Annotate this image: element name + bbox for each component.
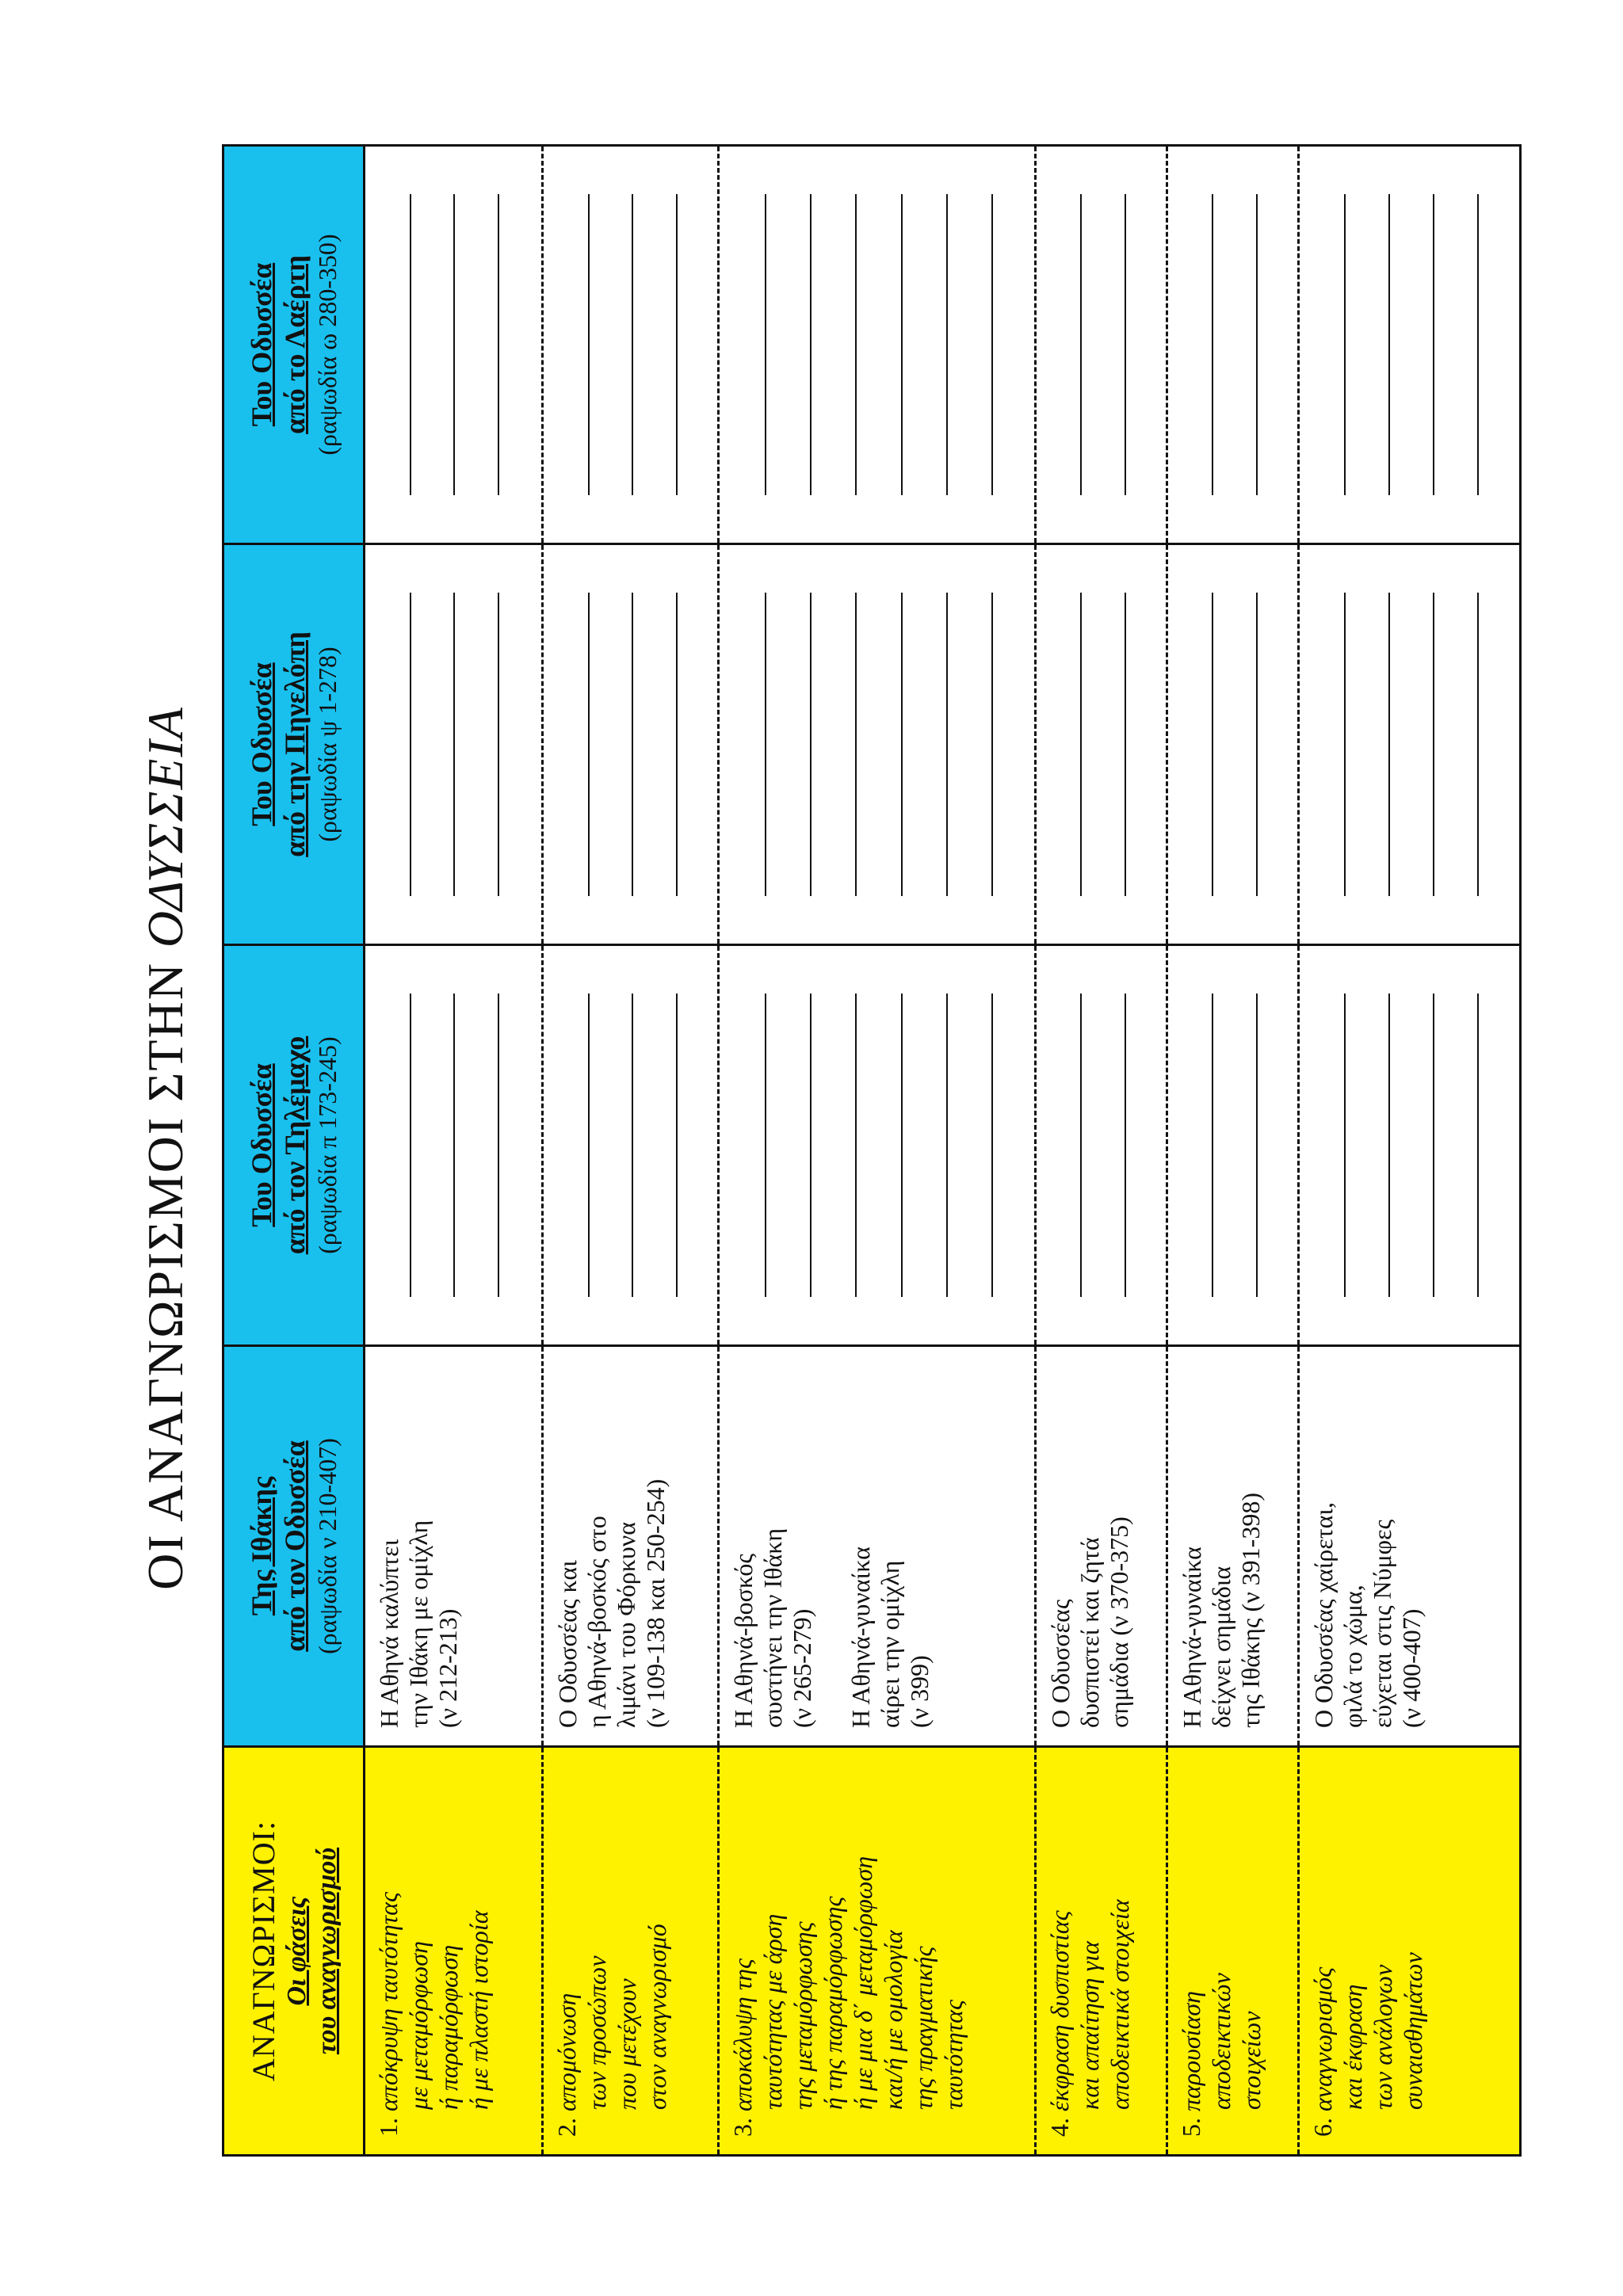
writing-line xyxy=(498,593,499,896)
ithaca-line: Η Αθηνά-βοσκός xyxy=(729,1553,758,1728)
ithaca-column xyxy=(224,1344,1519,1745)
ithaca-cell xyxy=(365,1347,541,1745)
writing-line xyxy=(1344,994,1346,1297)
answer-cell xyxy=(365,147,541,543)
laertes-header xyxy=(224,147,365,543)
title-text: ΟΙ ΑΝΑΓΝΩΡΙΣΜΟΙ ΣΤΗΝ xyxy=(137,948,193,1590)
stage-line: της πραγματικής xyxy=(909,1946,938,2110)
writing-line xyxy=(588,994,590,1297)
ithaca-line: δείχνει σημάδια xyxy=(1207,1566,1235,1728)
answer-cell xyxy=(1166,147,1297,543)
ithaca-body xyxy=(365,1347,1519,1745)
stage-line: συναισθημάτων xyxy=(1399,1952,1427,2110)
stage-line: 2. απομόνωση xyxy=(552,1993,581,2137)
stage-line: αποδεικτικών xyxy=(1207,1973,1235,2110)
answer-cell xyxy=(541,946,717,1344)
answer-cell xyxy=(1034,946,1166,1344)
penelope-body xyxy=(365,545,1519,944)
stage-text xyxy=(1044,1754,1135,2137)
writing-line xyxy=(991,994,993,1297)
writing-line xyxy=(410,593,411,896)
ithaca-header-note: (ραψωδία ν 210-407) xyxy=(313,1438,342,1654)
stage-line: ή με πλαστή ιστορία xyxy=(464,1910,493,2110)
writing-line xyxy=(1080,994,1082,1297)
writing-line xyxy=(1125,994,1126,1297)
writing-line xyxy=(453,994,455,1297)
writing-line xyxy=(901,994,903,1297)
writing-line xyxy=(1388,194,1390,495)
writing-line xyxy=(498,994,499,1297)
answer-cell xyxy=(717,545,1034,944)
ithaca-line: Η Αθηνά-γυναίκα xyxy=(1178,1547,1206,1728)
stage-line: και απαίτηση για xyxy=(1075,1941,1104,2110)
stage-line: ή με μια δ΄ μεταμόρφωση xyxy=(849,1855,877,2110)
writing-line xyxy=(1125,194,1126,495)
writing-line xyxy=(1212,194,1213,495)
stage-number: 2. xyxy=(552,2111,581,2137)
ithaca-line: Η Αθηνά-γυναίκα xyxy=(846,1547,875,1728)
writing-line xyxy=(588,194,590,495)
stage-line: αποδεικτικά στοιχεία xyxy=(1106,1899,1134,2110)
stages-header xyxy=(224,1748,365,2154)
page-title xyxy=(136,0,195,2296)
stage-line: 5. παρουσίαση xyxy=(1177,1991,1205,2137)
writing-line xyxy=(991,593,993,896)
stage-cell xyxy=(1166,1748,1297,2154)
ithaca-cell-text xyxy=(1046,1355,1134,1728)
ithaca-cell-text xyxy=(553,1355,670,1728)
writing-line xyxy=(765,593,766,896)
stage-line: 1. απόκρυψη ταυτότητας xyxy=(374,1892,403,2137)
writing-line xyxy=(1388,593,1390,896)
stage-line: που μετέχουν xyxy=(613,1978,641,2110)
stages-body xyxy=(365,1748,1519,2154)
writing-line xyxy=(632,994,633,1297)
answer-cell xyxy=(1166,946,1297,1344)
answer-cell xyxy=(1166,545,1297,944)
ithaca-line: φιλά το χώμα, xyxy=(1338,1585,1367,1728)
penelope-header-subtitle: από την Πηνελόπη xyxy=(279,631,311,857)
laertes-body xyxy=(365,147,1519,543)
ithaca-cell xyxy=(1034,1347,1166,1745)
recognitions-table xyxy=(222,144,1522,2157)
ithaca-line: (ν 400-407) xyxy=(1397,1608,1426,1728)
writing-line xyxy=(1433,994,1434,1297)
title-emphasis: ΟΔΥΣΣΕΙΑ xyxy=(137,706,193,948)
stage-line: με μεταμόρφωση xyxy=(404,1941,433,2110)
writing-line xyxy=(1477,593,1479,896)
stage-number: 3. xyxy=(728,2111,757,2137)
answer-cell xyxy=(541,147,717,543)
writing-line xyxy=(901,194,903,495)
writing-line xyxy=(1256,194,1258,495)
ithaca-header-subtitle: από τον Οδυσσέα xyxy=(279,1440,311,1652)
answer-cell xyxy=(365,946,541,1344)
writing-line xyxy=(946,994,948,1297)
writing-line xyxy=(632,593,633,896)
ithaca-cell xyxy=(717,1347,1034,1745)
stages-header-title: ΑΝΑΓΝΩΡΙΣΜΟΙ: xyxy=(246,1820,281,2082)
ithaca-cell-text xyxy=(729,1355,934,1728)
writing-line xyxy=(765,194,766,495)
stage-line: των προσώπων xyxy=(582,1955,611,2110)
writing-line xyxy=(1256,593,1258,896)
stage-line: 6. αναγνωρισμός xyxy=(1308,1966,1337,2137)
stage-line: στον αναγνωρισμό xyxy=(643,1924,671,2110)
writing-line xyxy=(1212,994,1213,1297)
telemachus-header-note: (ραψωδία π 173-245) xyxy=(313,1036,342,1254)
writing-line xyxy=(1080,194,1082,495)
writing-line xyxy=(1477,194,1479,495)
stage-number: 4. xyxy=(1045,2111,1074,2137)
stage-line: και έκφραση xyxy=(1338,1984,1367,2110)
ithaca-line: Ο Οδυσσέας χαίρεται, xyxy=(1309,1501,1338,1728)
ithaca-cell xyxy=(1297,1347,1519,1745)
stage-number: 5. xyxy=(1177,2111,1205,2137)
writing-line xyxy=(410,994,411,1297)
writing-line xyxy=(901,593,903,896)
telemachus-header-title: Του Οδυσσέα xyxy=(246,1063,277,1227)
penelope-header-title: Του Οδυσσέα xyxy=(246,662,277,826)
telemachus-header-subtitle: από τον Τηλέμαχο xyxy=(279,1035,311,1255)
ithaca-line: η Αθηνά-βοσκός στο xyxy=(582,1516,611,1728)
stage-line: ταυτότητας με άρση xyxy=(758,1913,787,2110)
writing-line xyxy=(453,194,455,495)
writing-line xyxy=(810,994,812,1297)
ithaca-line: (ν 212-213) xyxy=(433,1608,462,1728)
stage-text xyxy=(552,1754,672,2137)
answer-cell xyxy=(365,545,541,944)
answer-cell xyxy=(541,545,717,944)
stage-cell xyxy=(1034,1748,1166,2154)
stage-line: της μεταμόρφωσης xyxy=(789,1921,817,2110)
stages-header-subtitle-2: του αναγνωρισμού xyxy=(312,1847,342,2055)
stage-text xyxy=(1308,1754,1428,2137)
laertes-header-subtitle: από το Λαέρτη xyxy=(279,255,311,435)
ithaca-header xyxy=(224,1347,365,1745)
writing-line xyxy=(1125,593,1126,896)
ithaca-line: σημάδια (ν 370-375) xyxy=(1105,1516,1133,1728)
writing-line xyxy=(810,194,812,495)
answer-cell xyxy=(1034,545,1166,944)
writing-line xyxy=(453,593,455,896)
writing-line xyxy=(855,994,857,1297)
writing-line xyxy=(1433,194,1434,495)
telemachus-header xyxy=(224,946,365,1344)
writing-line xyxy=(588,593,590,896)
ithaca-line: (ν 265-279) xyxy=(788,1608,816,1728)
ithaca-cell xyxy=(1166,1347,1297,1745)
telemachus-body xyxy=(365,946,1519,1344)
ithaca-cell-text xyxy=(375,1355,463,1728)
stages-header-subtitle: Οι φάσεις xyxy=(282,1896,311,2006)
laertes-header-note: (ραψωδία ω 280-350) xyxy=(313,234,342,456)
ithaca-line: συστήνει την Ιθάκη xyxy=(758,1527,787,1728)
writing-line xyxy=(1080,593,1082,896)
stage-line: 3. αποκάλυψη της xyxy=(728,1958,757,2137)
stage-line: ή παραμόρφωση xyxy=(434,1944,463,2110)
writing-line xyxy=(676,593,678,896)
ithaca-line: εύχεται στις Νύμφες xyxy=(1368,1519,1396,1728)
laertes-column xyxy=(224,147,1519,543)
stage-text xyxy=(373,1754,494,2137)
ithaca-line: δυσπιστεί και ζητά xyxy=(1075,1537,1104,1728)
ithaca-line: λιμάνι του Φόρκυνα xyxy=(612,1522,640,1728)
ithaca-line: Η Αθηνά καλύπτει xyxy=(375,1539,403,1728)
stage-line: 4. έκφραση δυσπιστίας xyxy=(1045,1910,1074,2137)
penelope-header-note: (ραψωδία ψ 1-278) xyxy=(313,646,342,842)
answer-cell xyxy=(1297,545,1519,944)
stage-cell xyxy=(541,1748,717,2154)
answer-cell xyxy=(717,147,1034,543)
stage-cell xyxy=(365,1748,541,2154)
stage-line: ταυτότητας xyxy=(939,2000,968,2110)
penelope-column xyxy=(224,543,1519,944)
writing-line xyxy=(946,194,948,495)
stage-text xyxy=(1176,1754,1266,2137)
writing-line xyxy=(632,194,633,495)
ithaca-cell-text xyxy=(1309,1355,1426,1728)
stage-number: 6. xyxy=(1308,2111,1337,2137)
ithaca-cell xyxy=(541,1347,717,1745)
writing-line xyxy=(1344,593,1346,896)
stage-line: στοιχείων xyxy=(1237,2011,1266,2110)
writing-line xyxy=(1433,593,1434,896)
telemachus-column xyxy=(224,944,1519,1344)
ithaca-line: Ο Οδυσσέας και xyxy=(553,1560,582,1728)
writing-line xyxy=(676,194,678,495)
stage-cell xyxy=(1297,1748,1519,2154)
writing-line xyxy=(498,194,499,495)
ithaca-line: την Ιθάκη με ομίχλη xyxy=(404,1520,433,1728)
writing-line xyxy=(410,194,411,495)
ithaca-line: (ν 399) xyxy=(905,1655,934,1728)
ithaca-cell-text xyxy=(1178,1355,1266,1728)
laertes-header-title: Του Οδυσσέα xyxy=(246,262,277,427)
writing-line xyxy=(855,593,857,896)
stage-number: 1. xyxy=(374,2111,403,2137)
writing-line xyxy=(1212,593,1213,896)
writing-line xyxy=(946,593,948,896)
writing-line xyxy=(855,194,857,495)
answer-cell xyxy=(1034,147,1166,543)
penelope-header xyxy=(224,545,365,944)
stage-cell xyxy=(717,1748,1034,2154)
writing-line xyxy=(1344,194,1346,495)
answer-cell xyxy=(717,946,1034,1344)
writing-line xyxy=(1477,994,1479,1297)
ithaca-line: αίρει την ομίχλη xyxy=(876,1560,904,1728)
stages-column xyxy=(224,1745,1519,2154)
stage-line: και/ή με ομολογία xyxy=(879,1930,907,2110)
ithaca-line: Ο Οδυσσέας xyxy=(1046,1599,1075,1728)
answer-cell xyxy=(1297,946,1519,1344)
ithaca-line: (ν 109-138 και 250-254) xyxy=(641,1478,670,1728)
stage-line: των ανάλογων xyxy=(1369,1964,1397,2110)
writing-line xyxy=(676,994,678,1297)
writing-line xyxy=(765,994,766,1297)
ithaca-line xyxy=(817,1355,846,1728)
writing-line xyxy=(991,194,993,495)
writing-line xyxy=(1388,994,1390,1297)
stage-text xyxy=(727,1754,968,2137)
ithaca-header-title: Της Ιθάκης xyxy=(246,1476,277,1616)
writing-line xyxy=(1256,994,1258,1297)
writing-line xyxy=(810,593,812,896)
ithaca-line: της Ιθάκης (ν 391-398) xyxy=(1236,1493,1265,1728)
stage-line: ή της παραμόρφωσης xyxy=(819,1896,847,2110)
answer-cell xyxy=(1297,147,1519,543)
